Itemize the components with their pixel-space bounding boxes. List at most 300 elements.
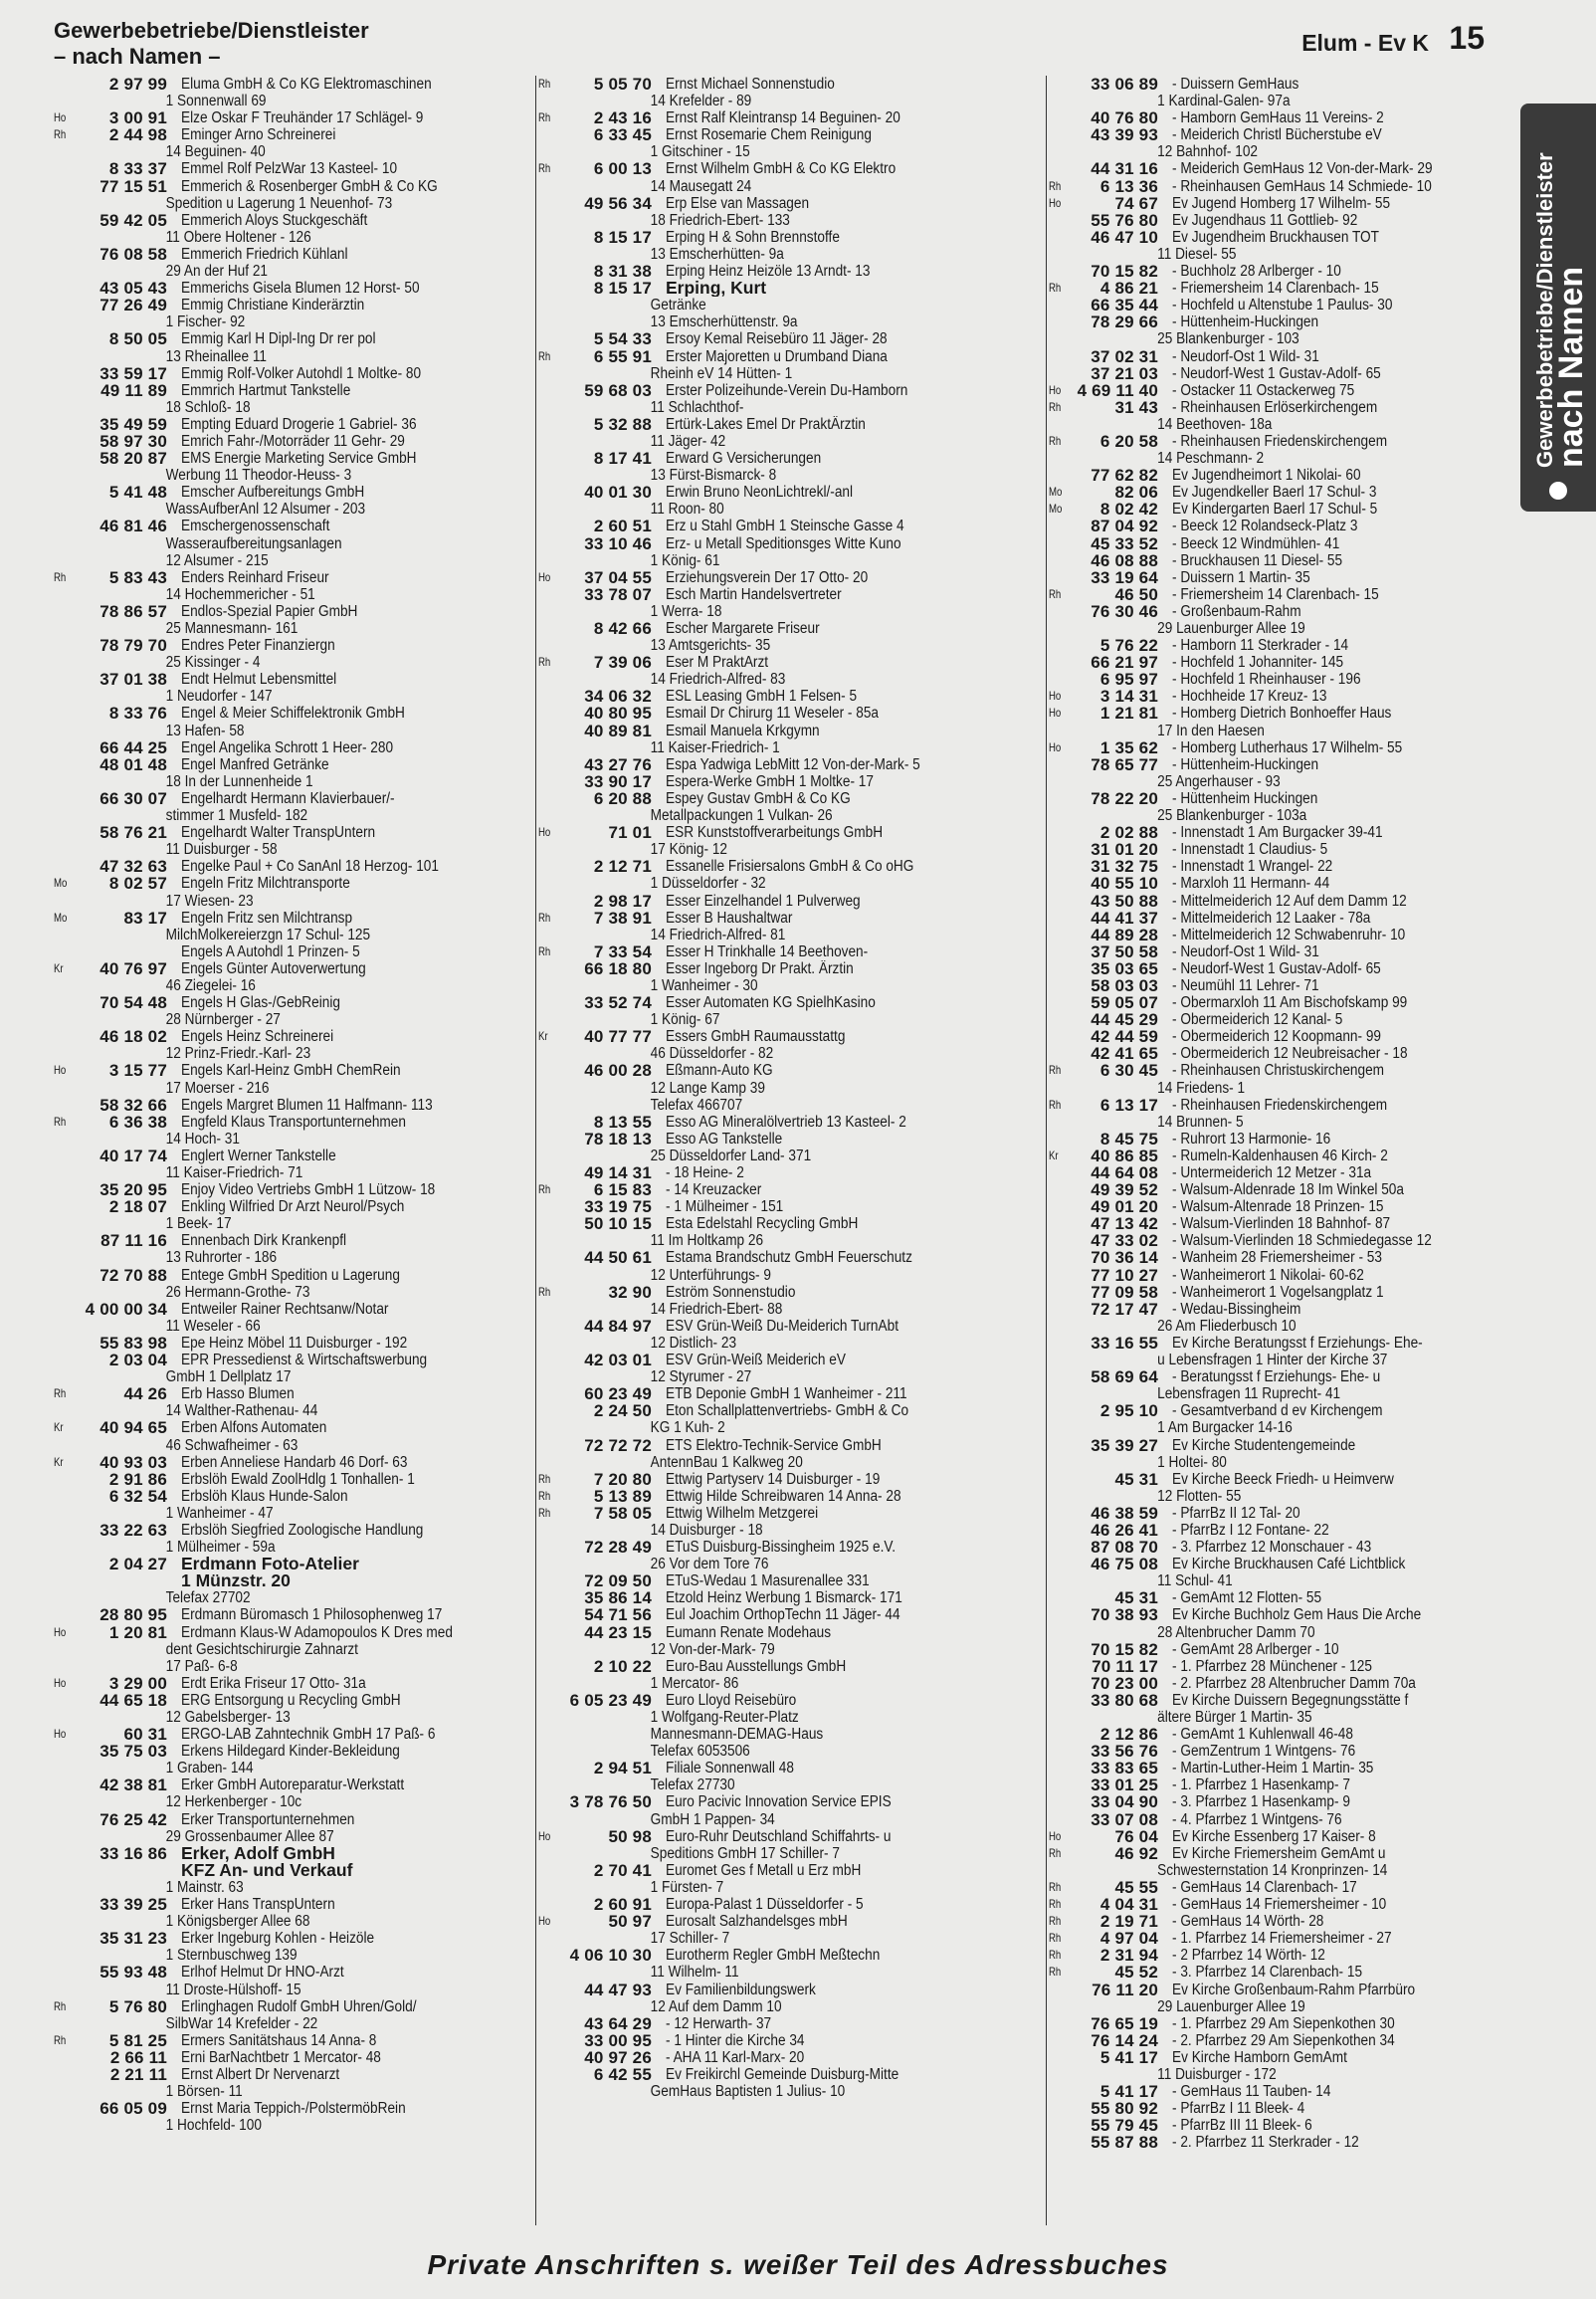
entry-name: Ev Jugendheimort 1 Nikolai- 60 (1172, 467, 1361, 485)
phone-number: 33 56 76 (1091, 1742, 1158, 1762)
directory-entry (1049, 229, 1477, 263)
district-code (1049, 1301, 1067, 1318)
side-tab-line2: nach Namen (1552, 266, 1590, 468)
district-code (1049, 1249, 1067, 1266)
phone-number: 6 30 45 (1099, 1061, 1158, 1081)
district-code (1049, 1675, 1067, 1692)
entry-name: Elze Oskar F Treuhänder 17 Schlägel- 9 (181, 109, 424, 127)
entry-detail: 11 Jäger- 42 (650, 432, 726, 450)
district-code (54, 790, 72, 807)
section-side-tab (1520, 104, 1596, 512)
district-code: Rh (1049, 1965, 1062, 1980)
entry-name: - Duissern 1 Martin- 35 (1172, 568, 1310, 586)
directory-entry (1049, 943, 1477, 960)
entry-detail: AntennBau 1 Kalkweg 20 (650, 1453, 803, 1471)
phone-number: 8 02 42 (1099, 500, 1158, 520)
district-code (538, 1982, 556, 1998)
district-code (1049, 348, 1067, 365)
phone-number: 49 14 31 (584, 1163, 652, 1182)
entry-detail: 29 Grossenbaumer Allee 87 (165, 1827, 334, 1845)
entry-name: Escher Margarete Friseur (666, 620, 820, 637)
district-code (538, 1606, 556, 1623)
phone-number: 46 00 28 (584, 1061, 652, 1081)
phone-number: 66 35 44 (1091, 296, 1158, 315)
entry-name: Euro Lloyd Reisebüro (666, 1691, 797, 1709)
directory-entry (1049, 1845, 1477, 1879)
district-code: Rh (1049, 1845, 1062, 1860)
phone-number: 2 12 71 (593, 857, 652, 877)
entry-name: Erdmann Klaus-W Adamopoulos K Dres med (181, 1623, 453, 1641)
phone-number: 33 19 75 (584, 1197, 652, 1217)
entry-name: Erz u Stahl GmbH 1 Steinsche Gasse 4 (666, 518, 904, 535)
entry-name: - Mittelmeiderich 12 Schwabenruhr- 10 (1172, 926, 1406, 943)
phone-number: 44 50 61 (584, 1248, 652, 1268)
phone-number: 58 32 66 (100, 1095, 167, 1115)
entry-name: EMS Energie Marketing Service GmbH (181, 450, 417, 468)
directory-entry (1049, 1215, 1477, 1232)
phone-number: 2 21 11 (109, 2064, 167, 2084)
entry-detail: 14 Friedrich-Alfred- 83 (650, 671, 786, 689)
phone-number: 55 76 80 (1091, 210, 1158, 230)
phone-number: 2 24 50 (593, 1401, 652, 1421)
phone-number: 76 11 20 (1092, 1980, 1158, 1999)
directory-entry (54, 1148, 536, 1181)
entry-detail: Lebensfragen 11 Ruprecht- 41 (1157, 1385, 1341, 1403)
district-code: Rh (1049, 281, 1062, 296)
directory-entry (54, 484, 536, 518)
entry-name: Engels Günter Autoverwertung (181, 959, 366, 977)
district-code (1049, 314, 1067, 330)
entry-name: ESV Grün-Weiß Meiderich eV (666, 1352, 846, 1369)
entry-name: - Innenstadt 1 Claudius- 5 (1172, 841, 1328, 859)
entry-name: Eluma GmbH & Co KG Elektromaschinen (181, 76, 432, 93)
entry-detail: 25 Angerhauser - 93 (1157, 772, 1281, 790)
phone-number: 66 21 97 (1091, 653, 1158, 673)
directory-entry (1049, 1982, 1477, 2015)
entry-name: Euro-Ruhr Deutschland Schiffahrts- u (666, 1827, 892, 1845)
district-code (1049, 1982, 1067, 1998)
district-code (54, 2100, 72, 2117)
phone-number: 42 41 65 (1091, 1044, 1158, 1064)
directory-entry (1049, 178, 1477, 195)
directory-entry (1049, 1692, 1477, 1726)
entry-name: - 3. Pfarrbez 12 Monschauer - 43 (1172, 1539, 1372, 1557)
directory-entry (54, 637, 536, 671)
district-code (538, 2049, 556, 2066)
entry-name: Espey Gustav GmbH & Co KG (666, 789, 851, 807)
directory-entry (538, 569, 1048, 586)
entry-detail: 11 Droste-Hülshoff- 15 (165, 1981, 301, 1998)
directory-entry (1049, 1726, 1477, 1743)
phone-number: 66 44 25 (100, 737, 167, 757)
entry-name: Ev Kirche Beratungsst f Erziehungs- Ehe- (1172, 1334, 1423, 1352)
directory-entry (538, 910, 1048, 943)
district-code (538, 1385, 556, 1402)
district-code: Ho (538, 1828, 551, 1843)
phone-number: 58 03 03 (1091, 975, 1158, 995)
district-code (54, 1692, 72, 1709)
directory-entry (1049, 756, 1477, 790)
phone-number: 2 70 41 (593, 1860, 652, 1880)
phone-number: 47 33 02 (1091, 1231, 1158, 1251)
entry-name: Erster Polizeihunde-Verein Du-Hamborn (666, 381, 908, 399)
entry-detail: Rheinh eV 14 Hütten- 1 (650, 364, 793, 382)
phone-number: 40 55 10 (1091, 874, 1158, 894)
district-code (538, 518, 556, 534)
entry-detail: SilbWar 14 Krefelder - 22 (165, 2014, 318, 2032)
entry-name: Esser Einzelhandel 1 Pulverweg (666, 892, 861, 910)
directory-entry (54, 2100, 536, 2134)
directory-entry (1049, 1198, 1477, 1215)
district-code (538, 1164, 556, 1181)
entry-name: - Mittelmeiderich 12 Laaker - 78a (1172, 909, 1371, 927)
phone-number: 33 16 55 (1091, 1333, 1158, 1353)
directory-entry (538, 518, 1048, 534)
phone-number: 6 13 17 (1099, 1095, 1158, 1115)
directory-entry (1049, 1793, 1477, 1810)
phone-number: 31 01 20 (1091, 840, 1158, 860)
entry-name: - Walsum-Aldenrade 18 Im Winkel 50a (1172, 1181, 1404, 1199)
directory-entry (54, 1454, 536, 1471)
directory-entry (1049, 927, 1477, 943)
entry-name: Endres Peter Finanziergn (181, 637, 335, 655)
phone-number: 72 28 49 (584, 1538, 652, 1558)
entry-detail: 12 Styrumer - 27 (650, 1368, 752, 1386)
phone-number: 87 04 92 (1091, 517, 1158, 536)
district-code: Rh (538, 77, 551, 91)
entry-name: Engels H Glas-/GebReinig (181, 994, 340, 1012)
entry-name: Eumann Renate Modehaus (666, 1623, 832, 1641)
district-code (1049, 1641, 1067, 1658)
entry-name: ESR Kunststoffverarbeitungs GmbH (666, 824, 884, 842)
phone-number: 72 09 50 (584, 1571, 652, 1591)
phone-number: 55 79 45 (1091, 2116, 1158, 2136)
directory-entry (54, 2032, 536, 2049)
district-code: Rh (1049, 399, 1062, 414)
directory-entry (538, 1505, 1048, 1539)
entry-detail: 1 Börsen- 11 (165, 2083, 243, 2101)
directory-entry (1049, 739, 1477, 756)
entry-name: Erwin Bruno NeonLichtrekl/-anl (666, 484, 854, 502)
entry-name: - Neudorf-West 1 Gustav-Adolf- 65 (1172, 959, 1381, 977)
entry-name: Endlos-Spezial Papier GmbH (181, 602, 358, 620)
phone-number: 5 41 17 (1099, 2047, 1158, 2067)
district-code: Rh (538, 1284, 551, 1299)
district-code (1049, 1198, 1067, 1215)
directory-entry (538, 1114, 1048, 1131)
entry-name: - Wanheim 28 Friemersheimer - 53 (1172, 1249, 1382, 1267)
district-code: Rh (54, 1386, 67, 1401)
phone-number: 32 90 (608, 1282, 652, 1302)
directory-entry (54, 450, 536, 484)
phone-number: 8 17 41 (593, 449, 652, 469)
district-code (1049, 1267, 1067, 1284)
directory-entry (538, 348, 1048, 382)
district-code (1049, 1811, 1067, 1828)
district-code: Rh (54, 1114, 67, 1129)
entry-detail: 1 Werra- 18 (650, 602, 722, 620)
directory-entry (538, 1181, 1048, 1198)
directory-entry (1049, 1232, 1477, 1249)
directory-entry (1049, 1658, 1477, 1675)
entry-name: - Rheinhausen GemHaus 14 Schmiede- 10 (1172, 177, 1432, 195)
entry-detail: 1 Neudorfer - 147 (165, 688, 273, 706)
district-code (538, 1215, 556, 1232)
entry-name: Erker Ingeburg Kohlen - Heizöle (181, 1930, 375, 1948)
phone-number: 76 30 46 (1091, 601, 1158, 621)
entry-detail: 14 Friedrich-Ebert- 88 (650, 1300, 783, 1318)
entry-name: - GemZentrum 1 Wintgens- 76 (1172, 1743, 1356, 1761)
district-code: Rh (538, 910, 551, 925)
district-code (54, 330, 72, 347)
directory-entry (538, 2049, 1048, 2066)
entry-name: - 3. Pfarrbez 14 Clarenbach- 15 (1172, 1964, 1363, 1982)
phone-number: 3 78 76 50 (569, 1792, 652, 1812)
phone-number: 5 05 70 (593, 76, 652, 94)
entry-detail: 25 Mannesmann- 161 (165, 620, 299, 637)
district-code (1049, 1471, 1067, 1488)
district-code (1049, 756, 1067, 773)
entry-name: - Beeck 12 Windmühlen- 41 (1172, 534, 1340, 552)
directory-entry (54, 943, 536, 960)
district-code (54, 2066, 72, 2083)
district-code (538, 330, 556, 347)
phone-number: 31 43 (1114, 397, 1158, 417)
directory-entry (54, 1232, 536, 1266)
entry-detail: 1 Mercator- 86 (650, 1674, 739, 1692)
phone-number: 33 83 65 (1091, 1759, 1158, 1778)
directory-entry (1049, 1505, 1477, 1522)
district-code (54, 382, 72, 399)
district-code (538, 2015, 556, 2032)
directory-entry (538, 1164, 1048, 1181)
phone-number: 78 29 66 (1091, 313, 1158, 332)
directory-entry (538, 1862, 1048, 1896)
phone-number: 44 23 15 (584, 1622, 652, 1642)
directory-entry (1049, 518, 1477, 534)
directory-entry (538, 160, 1048, 194)
directory-entry (1049, 1164, 1477, 1181)
district-code (538, 1318, 556, 1335)
phone-number: 70 36 14 (1091, 1248, 1158, 1268)
district-code: Rh (538, 348, 551, 363)
phone-number: 33 78 07 (584, 584, 652, 604)
district-code (538, 705, 556, 722)
entry-name: ERGO-LAB Zahntechnik GmbH 17 Paß- 6 (181, 1726, 436, 1744)
phone-number: 6 15 83 (593, 1180, 652, 1200)
directory-entry (1049, 705, 1477, 738)
entry-name: Eul Joachim OrthopTechn 11 Jäger- 44 (666, 1606, 900, 1624)
district-code (54, 1352, 72, 1368)
entry-detail: 46 Ziegelei- 16 (165, 976, 256, 994)
directory-entry (538, 1572, 1048, 1589)
district-code (54, 1335, 72, 1352)
entry-name: Entweiler Rainer Rechtsanw/Notar (181, 1300, 389, 1318)
directory-entry (538, 1793, 1048, 1827)
directory-entry (54, 212, 536, 246)
district-code (538, 1624, 556, 1641)
entry-name: Emmrich Hartmut Tankstelle (181, 381, 351, 399)
directory-entry (538, 1028, 1048, 1062)
directory-entry (54, 756, 536, 790)
entry-detail: Mannesmann-DEMAG-Haus (650, 1726, 824, 1744)
entry-name: - PfarrBz I 12 Fontane- 22 (1172, 1521, 1329, 1539)
phone-number: 33 22 63 (100, 1520, 167, 1540)
entry-detail: 1 Fürsten- 7 (650, 1878, 724, 1896)
entry-name: - Neumühl 11 Lehrer- 71 (1172, 976, 1319, 994)
phone-number: 44 31 16 (1091, 159, 1158, 179)
directory-entry (54, 875, 536, 909)
entry-detail: 26 Hermann-Grothe- 73 (165, 1283, 310, 1301)
district-code (54, 212, 72, 229)
entry-detail: 29 An der Huf 21 (165, 263, 269, 281)
directory-entry (54, 1726, 536, 1743)
directory-entry (1049, 1896, 1477, 1913)
district-code: Ho (1049, 739, 1062, 754)
entry-detail: Telefax 27730 (650, 1776, 735, 1794)
directory-entry (1049, 1471, 1477, 1505)
entry-name: Engel Manfred Getränke (181, 755, 329, 773)
phone-number: 2 10 22 (593, 1656, 652, 1676)
district-code (538, 535, 556, 552)
entry-name: - GemAmt 12 Flotten- 55 (1172, 1589, 1322, 1607)
entry-name: - Homberg Lutherhaus 17 Wilhelm- 55 (1172, 738, 1403, 756)
entry-name: - PfarrBz I 11 Bleek- 4 (1172, 2100, 1305, 2118)
directory-entry (1049, 1675, 1477, 1692)
entry-detail: 14 Brunnen- 5 (1157, 1113, 1244, 1131)
entry-detail: 25 Blankenburger - 103a (1157, 807, 1307, 825)
district-code (538, 858, 556, 875)
entry-name: Emmerich & Rosenberger GmbH & Co KG (181, 177, 438, 195)
directory-entry (54, 1845, 536, 1896)
directory-entry (1049, 552, 1477, 569)
district-code: Ho (1049, 1828, 1062, 1843)
directory-entry (1049, 1335, 1477, 1368)
phone-number: 46 26 41 (1091, 1520, 1158, 1540)
phone-number: 33 80 68 (1091, 1690, 1158, 1710)
directory-entry (1049, 1776, 1477, 1793)
district-code (54, 246, 72, 263)
directory-entry (1049, 2015, 1477, 2032)
phone-number: 40 80 95 (584, 704, 652, 724)
directory-entry (1049, 2134, 1477, 2151)
entry-name: Empting Eduard Drogerie 1 Gabriel- 36 (181, 415, 417, 433)
entry-detail: 11 Weseler - 66 (165, 1317, 261, 1335)
entry-name: Emmig Rolf-Volker Autohdl 1 Moltke- 80 (181, 364, 422, 382)
directory-entry (538, 195, 1048, 229)
phone-number: 35 49 59 (100, 414, 167, 434)
phone-number: 5 76 80 (108, 1996, 167, 2016)
phone-number: 2 98 17 (593, 891, 652, 911)
entry-detail: 46 Schwafheimer - 63 (165, 1436, 299, 1454)
phone-number: 33 06 89 (1091, 76, 1158, 94)
entry-detail: 11 Obere Holtener - 126 (165, 228, 311, 246)
directory-entry (1049, 1743, 1477, 1760)
district-code (1049, 841, 1067, 858)
entry-name: - Hüttenheim Huckingen (1172, 789, 1318, 807)
directory-entry (1049, 2117, 1477, 2134)
district-code (54, 858, 72, 875)
entry-detail: 17 Moerser - 216 (165, 1079, 270, 1097)
phone-number: 5 41 48 (108, 483, 167, 503)
directory-entry (538, 943, 1048, 960)
entry-detail: 1 Gitschiner - 15 (650, 143, 750, 161)
entry-name: Ev Kirche Beeck Friedh- u Heimverw (1172, 1470, 1394, 1488)
phone-number: 5 83 43 (108, 567, 167, 587)
phone-number: 76 08 58 (100, 244, 167, 264)
entry-name: - Innenstadt 1 Wrangel- 22 (1172, 858, 1333, 876)
district-code (1049, 1402, 1067, 1419)
district-code: Mo (1049, 485, 1063, 500)
phone-number: 6 55 91 (593, 346, 652, 366)
entry-detail: 12 Lange Kamp 39 (650, 1079, 765, 1097)
phone-number: 8 31 38 (593, 262, 652, 282)
entry-name: - Hüttenheim-Huckingen (1172, 314, 1319, 331)
entry-detail: stimmer 1 Musfeld- 182 (165, 807, 308, 825)
directory-entry (54, 1998, 536, 2032)
phone-number: 44 45 29 (1091, 1010, 1158, 1030)
phone-number: 8 50 05 (108, 329, 167, 349)
entry-detail: 1 Graben- 144 (165, 1760, 254, 1777)
entry-name: Erni BarNachtbetr 1 Mercator- 48 (181, 2048, 381, 2066)
directory-entry (538, 2032, 1048, 2049)
district-code: Rh (538, 943, 551, 958)
district-code: Ho (538, 1914, 551, 1929)
directory-entry (1049, 586, 1477, 603)
directory-entry (54, 1181, 536, 1198)
entry-detail: 14 Krefelder - 89 (650, 93, 752, 110)
entry-name: Epe Heinz Möbel 11 Duisburger - 192 (181, 1334, 408, 1352)
phone-number: 77 62 82 (1091, 466, 1158, 486)
entry-name: Engels Heinz Schreinerei (181, 1028, 334, 1046)
entry-detail: Telefax 27702 (165, 1589, 251, 1607)
district-code: Ho (538, 569, 551, 584)
directory-entry (1049, 1947, 1477, 1964)
entry-name: - Hamborn GemHaus 11 Vereins- 2 (1172, 109, 1384, 127)
directory-entry (54, 109, 536, 126)
directory-entry (1049, 1641, 1477, 1658)
phone-number: 58 76 21 (100, 823, 167, 843)
district-code (538, 2032, 556, 2049)
district-code: Rh (1049, 433, 1062, 448)
entry-name: Etzold Heinz Werbung 1 Bismarck- 171 (666, 1589, 902, 1607)
entry-detail: 14 Friedrich-Alfred- 81 (650, 926, 786, 943)
entry-name: - Hochfeld 1 Rheinhauser - 196 (1172, 671, 1361, 689)
phone-number: 3 29 00 (108, 1673, 167, 1693)
entry-name: - Neudorf-Ost 1 Wild- 31 (1172, 942, 1319, 960)
entry-name: Ev Kirche Buchholz Gem Haus Die Arche (1172, 1606, 1422, 1624)
entry-name: Enjoy Video Vertriebs GmbH 1 Lützow- 18 (181, 1181, 436, 1199)
directory-entry (1049, 1437, 1477, 1471)
phone-number: 46 08 88 (1091, 550, 1158, 570)
entry-detail: 14 Mausegatt 24 (650, 177, 752, 195)
directory-entry (1049, 433, 1477, 467)
district-code (1049, 569, 1067, 586)
district-code (1049, 1164, 1067, 1181)
directory-entry (54, 910, 536, 943)
directory-entry (538, 1402, 1048, 1436)
directory-entry (54, 297, 536, 330)
district-code (1049, 1181, 1067, 1198)
phone-number: 1 20 81 (108, 1622, 167, 1642)
entry-name: - Gesamtverband d ev Kirchengem (1172, 1402, 1383, 1420)
phone-number: 66 18 80 (584, 958, 652, 978)
directory-entry (1049, 280, 1477, 297)
entry-name: Erziehungsverein Der 17 Otto- 20 (666, 568, 869, 586)
district-code (538, 756, 556, 773)
district-code: Rh (538, 110, 551, 125)
district-code: Ho (54, 1624, 67, 1639)
